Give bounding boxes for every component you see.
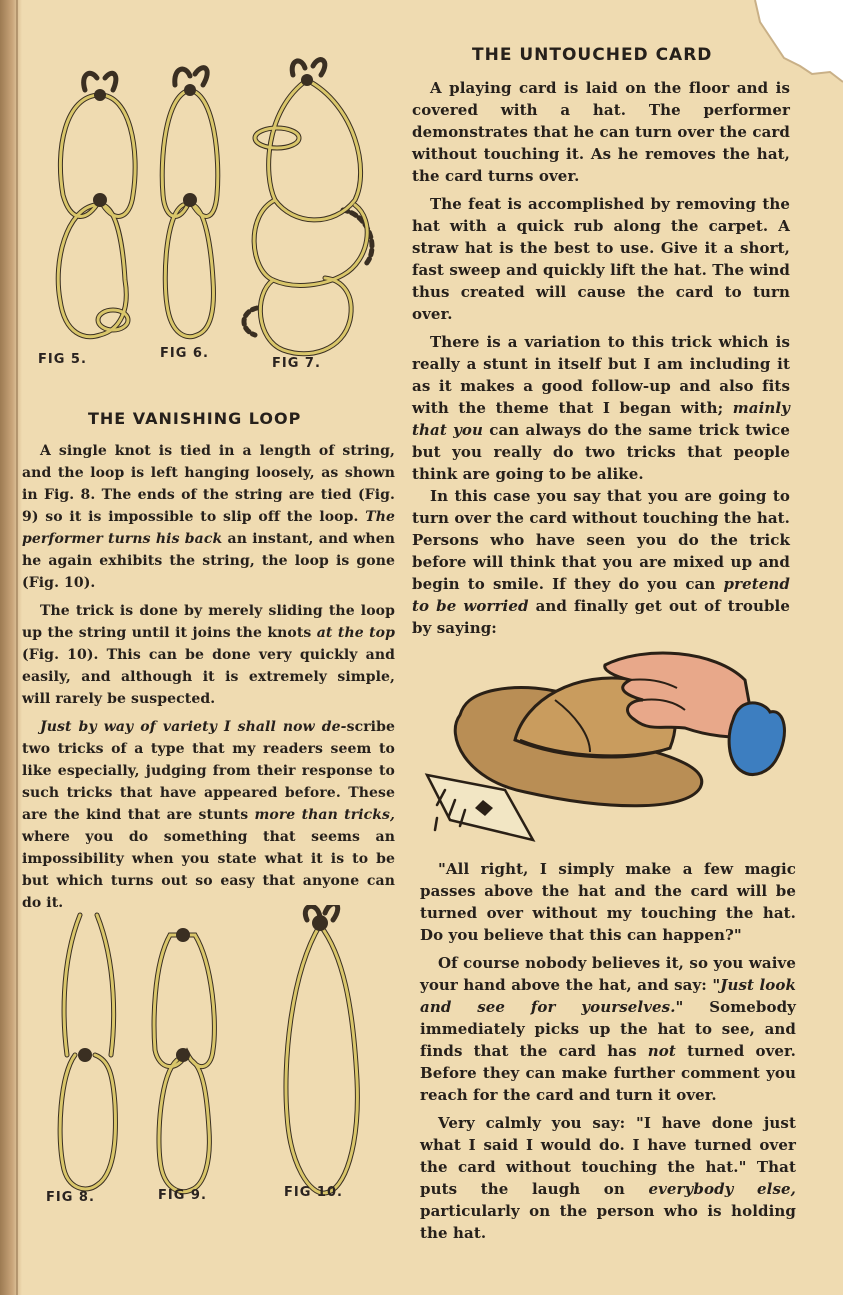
untouched-card-paragraph-7: Very calmly you say: "I have done just what I said I would do. I have turned over the card without touching the hat." That puts the laugh on everybody else, particularly on the person who is holding the hat. xyxy=(420,1114,796,1242)
untouched-card-heading: THE UNTOUCHED CARD xyxy=(472,45,713,65)
fig6-label: FIG 6. xyxy=(160,346,209,361)
untouched-card-paragraph-6: Of course nobody believes it, so you waive your hand above the hat, and say: "Just look and see for yourselves." Somebody immediately picks up the hat to see, and finds that the card has not turned over. Before they can make further comment you reach for the card and turn it over. xyxy=(420,954,796,1104)
vanishing-loop-text xyxy=(22,440,395,920)
sleeve-cuff xyxy=(729,703,784,775)
fig10-label: FIG 10. xyxy=(284,1185,343,1200)
fig5-label: FIG 5. xyxy=(38,352,87,367)
fig7-label: FIG 7. xyxy=(272,356,321,371)
vanishing-loop-paragraph-3: Just by way of variety I shall now de-scribe two tricks of a type that my readers seem to like especially, judging from their response to such tricks that have appeared before. These are the kind that are stunts more than tricks, where you do something that seems an impossibility when you state what it is to be but which turns out so easy that anyone can do it. xyxy=(22,719,395,911)
untouched-card-paragraph-4: In this case you say that you are going to turn over the card without touching the hat. Persons who have seen you do the trick before will think that you are mixed up and begin to smile. If they do you can pretend to be worried and finally get out of trouble by saying: xyxy=(412,487,790,637)
fig7-string-illustration xyxy=(244,60,372,354)
fig9-label: FIG 9. xyxy=(158,1188,207,1203)
untouched-card-paragraph-1: A playing card is laid on the floor and is covered with a hat. The performer demonstrates that he can turn over the card without touching it. As he removes the hat, the card turns over. xyxy=(412,79,790,185)
vanishing-loop-paragraph-1: A single knot is tied in a length of string, and the loop is left hanging loosely, as shown in Fig. 8. The ends of the string are tied (Fig. 9) so it is impossible to slip off the loop. The performer turns his back an instant, and when he again exhibits the string, the loop is gone (Fig. 10). xyxy=(22,443,395,591)
binding-edge xyxy=(0,0,22,1295)
untouched-card-text xyxy=(412,77,790,645)
vanishing-loop-paragraph-2: The trick is done by merely sliding the loop up the string until it joins the knots at the top (Fig. 10). This can be done very quickly and easily, and although it is extremely simple, will rarely be suspected. xyxy=(22,603,395,707)
hat-and-card-illustration xyxy=(415,640,815,845)
fig8-label: FIG 8. xyxy=(46,1190,95,1205)
knot-figures-top xyxy=(25,50,410,395)
untouched-card-paragraph-3: There is a variation to this trick which is really a stunt in itself but I am including it as it makes a good follow-up and also fits with the theme that I began with; mainly that you can always do the same trick twice but you really do two tricks that people think are going to be alike. xyxy=(412,333,790,483)
gutter-line xyxy=(16,0,18,1295)
untouched-card-text-continued xyxy=(420,858,796,1250)
untouched-card-paragraph-2: The feat is accomplished by removing the hat with a quick rub along the carpet. A straw hat is the best to use. Give it a short, fast sweep and quickly lift the hat. The wind thus created will cause the card to turn over. xyxy=(412,195,790,323)
knot-figures-bottom xyxy=(35,905,405,1205)
untouched-card-paragraph-5: "All right, I simply make a few magic passes above the hat and the card will be turned over without my touching the hat. Do you believe that this can happen?" xyxy=(420,860,796,944)
vanishing-loop-heading: THE VANISHING LOOP xyxy=(88,409,302,428)
